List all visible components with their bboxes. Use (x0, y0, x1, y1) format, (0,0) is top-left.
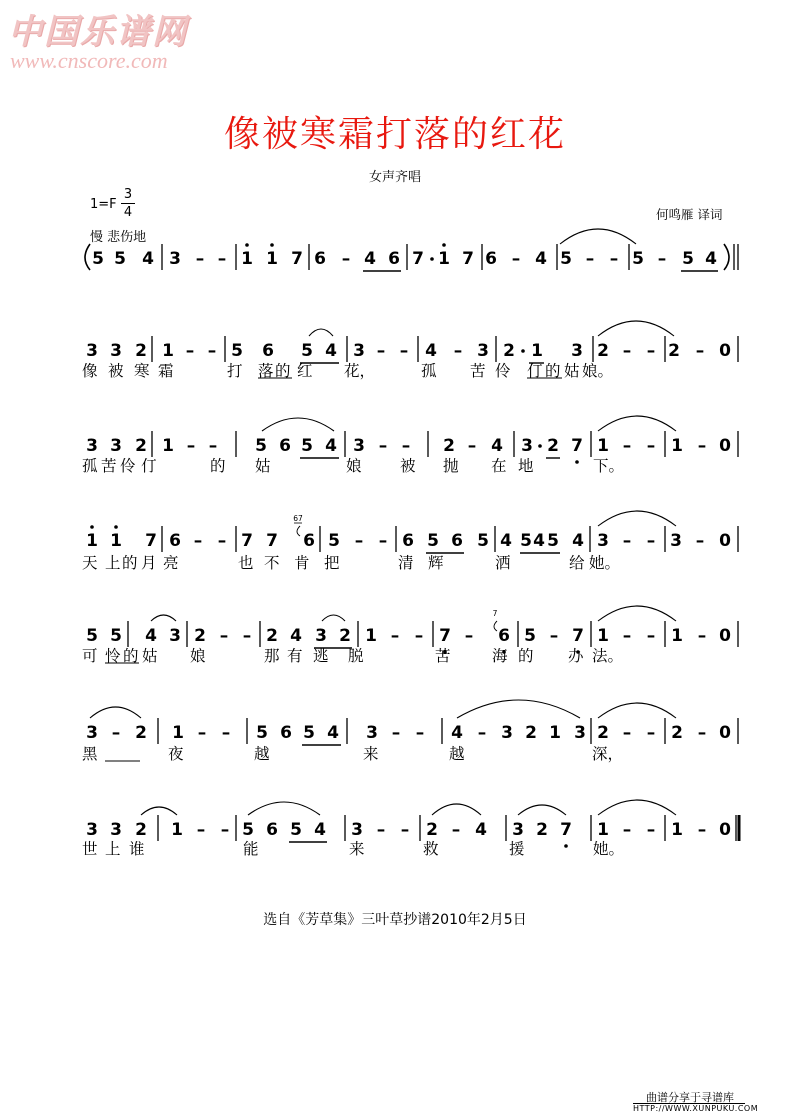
note: 3 (86, 341, 98, 361)
lyric-char: 地 (518, 457, 534, 475)
note: 2 (443, 436, 455, 456)
note: 3 (351, 820, 363, 840)
note: 1 (162, 436, 174, 456)
note: 6 (303, 531, 315, 551)
note: – (609, 249, 619, 269)
lyric-char: 娘 (346, 457, 362, 475)
note: 6 (280, 723, 292, 743)
note: 1 (241, 249, 253, 269)
note: 5 (114, 249, 126, 269)
note: – (622, 626, 632, 646)
note: 6 (498, 626, 510, 646)
lyric-char: 肯 (294, 554, 310, 572)
lyric-char: 越 (254, 745, 270, 763)
lyric-char: 她。 (593, 840, 625, 858)
note: 3 (571, 341, 583, 361)
note: – (354, 531, 364, 551)
note: 1 (597, 626, 609, 646)
lyric-char: 的 (123, 647, 139, 665)
note: 7 (462, 249, 474, 269)
note: – (391, 723, 401, 743)
note: 3 (353, 436, 365, 456)
note: 1 (365, 626, 377, 646)
note: 4 (290, 626, 302, 646)
note: 2 (536, 820, 548, 840)
note: 5 (242, 820, 254, 840)
note: 0 (719, 531, 731, 551)
note: 2 (671, 723, 683, 743)
lyric-char: 谁 (129, 840, 145, 858)
note: – (414, 626, 424, 646)
lyric-char: 怜 (105, 647, 121, 665)
note: 5 (520, 531, 532, 551)
note: – (622, 723, 632, 743)
note: – (697, 436, 707, 456)
note: 3 (86, 436, 98, 456)
note: 3 (86, 820, 98, 840)
note: – (217, 531, 227, 551)
note: – (376, 820, 386, 840)
note: 5 (110, 626, 122, 646)
lyric-char: 下。 (593, 457, 625, 475)
note: – (401, 436, 411, 456)
lyric-char: 逃 (313, 647, 329, 665)
note: – (622, 436, 632, 456)
lyric-char: 黑 (82, 745, 98, 763)
lyric-char: 脱 (348, 647, 364, 665)
note: – (622, 531, 632, 551)
lyric-char: 月 (141, 554, 157, 572)
note: 3 (477, 341, 489, 361)
note: – (622, 341, 632, 361)
note: 0 (719, 820, 731, 840)
note: 4 (325, 341, 337, 361)
note: 4 (535, 249, 547, 269)
song-subtitle: 女声齐唱 (368, 170, 421, 185)
tempo-marking: 慢 悲伤地 (90, 230, 147, 245)
note: 5 (256, 723, 268, 743)
note: 7 (571, 436, 583, 456)
footer-url: HTTP://WWW.XUNPUKU.COM (633, 1104, 759, 1113)
note: 5 (547, 531, 559, 551)
note: 5 (301, 341, 313, 361)
note: 5 (477, 531, 489, 551)
note: – (186, 436, 196, 456)
note: 3 (315, 626, 327, 646)
lyric-char: 越 (449, 745, 465, 763)
lyric-char: 的 (545, 362, 561, 380)
lyricist-credit: 何鸣雁 译词 (656, 207, 723, 222)
lyric-char: 打 (227, 362, 243, 380)
note: 0 (719, 341, 731, 361)
note: – (695, 341, 705, 361)
lyric-char: 姑 (564, 362, 580, 380)
footer-share-text: 曲谱分享于寻谱库 (646, 1091, 734, 1104)
lyric-char: 来 (363, 745, 379, 763)
note: 1 (671, 626, 683, 646)
lyric-char: 红 (297, 362, 313, 380)
lyric-char: 霜 (158, 362, 174, 380)
lyric-char: 伶 (495, 362, 511, 380)
watermark-site-url: www.cnscore.com (10, 48, 168, 73)
note: 3 (169, 249, 181, 269)
lyric-char: 亮 (163, 554, 179, 572)
note: – (467, 436, 477, 456)
note: 1 (671, 820, 683, 840)
lyric-char: 洒 (495, 554, 511, 572)
note: 4 (327, 723, 339, 743)
note: 2 (426, 820, 438, 840)
note: 2 (135, 436, 147, 456)
lyric-char: 伶 (120, 457, 136, 475)
note: 1 (597, 820, 609, 840)
note: 1 (671, 436, 683, 456)
note: 3 (521, 436, 533, 456)
note: 5 (524, 626, 536, 646)
note: – (220, 820, 230, 840)
note: 5 (86, 626, 98, 646)
note: 1 (162, 341, 174, 361)
note: 5 (231, 341, 243, 361)
note: – (111, 723, 121, 743)
lyric-char: 世 (82, 840, 98, 858)
note: – (242, 626, 252, 646)
note: 3 (110, 820, 122, 840)
note: – (193, 531, 203, 551)
note: 1 (549, 723, 561, 743)
note: – (378, 436, 388, 456)
note: 7 (241, 531, 253, 551)
note: 4 (142, 249, 154, 269)
note: 3 (574, 723, 586, 743)
note: 4 (705, 249, 717, 269)
note: – (197, 723, 207, 743)
note: 4 (475, 820, 487, 840)
note: – (219, 626, 229, 646)
note: 5 (632, 249, 644, 269)
note: – (195, 249, 205, 269)
note: – (511, 249, 521, 269)
lyric-char: 像 (82, 362, 98, 380)
note: – (464, 626, 474, 646)
lyric-char: 来 (349, 840, 365, 858)
lyric-char: 姑 (142, 647, 158, 665)
note: 5 (303, 723, 315, 743)
note: 6 (169, 531, 181, 551)
lyric-char: 仃 (141, 457, 157, 475)
note: – (585, 249, 595, 269)
note: 7 (560, 820, 572, 840)
note: 3 (110, 436, 122, 456)
lyric-char: 娘。 (582, 362, 614, 380)
note: 2 (135, 820, 147, 840)
note: 4 (491, 436, 503, 456)
note: 1 (597, 436, 609, 456)
note: – (697, 723, 707, 743)
note: 3 (597, 531, 609, 551)
note: – (646, 820, 656, 840)
note: – (399, 341, 409, 361)
note: 0 (719, 436, 731, 456)
song-title: 像被寒霜打落的红花 (223, 114, 566, 155)
time-signature-top: 3 (123, 187, 133, 202)
note: 4 (500, 531, 512, 551)
lyric-char: 落 (258, 362, 274, 380)
lyric-char: 孤 (421, 362, 437, 380)
note: 6 (388, 249, 400, 269)
note: – (208, 436, 218, 456)
note: 2 (503, 341, 515, 361)
note: 5 (427, 531, 439, 551)
note: 1 (531, 341, 543, 361)
note: 6 (279, 436, 291, 456)
lyric-char: 不 (264, 554, 280, 572)
note: – (341, 249, 351, 269)
note: 1 (110, 531, 122, 551)
note: – (217, 249, 227, 269)
lyric-char: 那 (264, 647, 280, 665)
note: 1 (86, 531, 98, 551)
note: 2 (525, 723, 537, 743)
note: 4 (533, 531, 545, 551)
note: – (657, 249, 667, 269)
note: 1 (172, 723, 184, 743)
note: – (646, 436, 656, 456)
note: 3 (169, 626, 181, 646)
lyric-char: 寒 (134, 362, 150, 380)
note: 3 (353, 341, 365, 361)
note: 3 (512, 820, 524, 840)
lyric-char: 的 (122, 554, 138, 572)
lyric-char: 天 (82, 554, 98, 572)
note: 0 (719, 723, 731, 743)
note: – (646, 531, 656, 551)
note: 4 (325, 436, 337, 456)
note: – (622, 820, 632, 840)
lyric-char: 援 (509, 840, 525, 858)
lyric-char: 救 (423, 840, 439, 858)
note: 3 (110, 341, 122, 361)
lyric-char: 法。 (592, 647, 624, 665)
note: – (415, 723, 425, 743)
note: – (221, 723, 231, 743)
note: 6 (262, 341, 274, 361)
note: 5 (290, 820, 302, 840)
note: – (477, 723, 487, 743)
lyric-char: 上 (105, 554, 121, 572)
note: 5 (328, 531, 340, 551)
lyric-char: 清 (398, 554, 414, 572)
note: – (697, 820, 707, 840)
note: – (400, 820, 410, 840)
note: 6 (451, 531, 463, 551)
note: 7 (266, 531, 278, 551)
note: 2 (339, 626, 351, 646)
note: 4 (314, 820, 326, 840)
note: – (646, 723, 656, 743)
lyric-char: 苦 (470, 362, 486, 380)
note: 2 (135, 341, 147, 361)
note: 5 (560, 249, 572, 269)
lyric-char: 被 (400, 457, 416, 475)
lyric-char: 可 (82, 647, 98, 665)
lyric-char: 抛 (443, 457, 459, 475)
note: 6 (314, 249, 326, 269)
note: 2 (266, 626, 278, 646)
note: 3 (670, 531, 682, 551)
lyric-char: 在 (491, 457, 507, 475)
note: 4 (425, 341, 437, 361)
lyric-char: 娘 (190, 647, 206, 665)
note: 2 (597, 723, 609, 743)
note: 5 (255, 436, 267, 456)
note: – (196, 820, 206, 840)
lyric-char: 苦 (435, 647, 451, 665)
lyric-char: 辉 (428, 554, 444, 572)
note: 5 (301, 436, 313, 456)
lyric-char: 姑 (255, 457, 271, 475)
note: – (646, 626, 656, 646)
note: – (390, 626, 400, 646)
watermark-site-name: 中国乐谱网 (8, 12, 188, 52)
lyric-char: 夜 (168, 745, 184, 763)
lyric-char: 的 (518, 647, 534, 665)
lyric-char: 办 (568, 647, 584, 665)
note: 2 (135, 723, 147, 743)
lyric-char: 上 (105, 840, 121, 858)
note: 7 (291, 249, 303, 269)
note: 3 (86, 723, 98, 743)
lyric-char: 也 (238, 554, 254, 572)
note: – (646, 341, 656, 361)
lyric-char: 花， (344, 362, 376, 380)
note: 4 (572, 531, 584, 551)
lyric-char: 仃 (527, 362, 543, 380)
lyric-char: 的 (275, 362, 291, 380)
lyric-char: 把 (324, 554, 340, 572)
source-note: 选自《芳草集》三叶草抄谱2010年2月5日 (263, 912, 527, 928)
note: 2 (194, 626, 206, 646)
grace-note: 7 (492, 609, 498, 618)
grace-notes: 67 (293, 514, 303, 523)
note: 0 (719, 626, 731, 646)
lyric-char: 的 (210, 457, 226, 475)
note: 2 (547, 436, 559, 456)
lyric-char: 有 (287, 647, 303, 665)
note: – (376, 341, 386, 361)
note: – (697, 626, 707, 646)
note: 7 (412, 249, 424, 269)
note: 2 (597, 341, 609, 361)
lyric-char: 孤 (82, 457, 98, 475)
note: 4 (451, 723, 463, 743)
lyric-char: 能 (243, 840, 259, 858)
time-signature-bottom: 4 (121, 203, 135, 221)
lyric-char: 她。 (589, 554, 621, 572)
lyric-char: 给 (569, 554, 585, 572)
note: 6 (266, 820, 278, 840)
note: – (378, 531, 388, 551)
lyric-char: 海 (492, 647, 508, 665)
note: 6 (402, 531, 414, 551)
note: – (207, 341, 217, 361)
note: 1 (266, 249, 278, 269)
lyric-char: 深， (592, 745, 624, 763)
note: – (453, 341, 463, 361)
note: 2 (668, 341, 680, 361)
note: 7 (145, 531, 157, 551)
lyric-char: 被 (108, 362, 124, 380)
note: – (695, 531, 705, 551)
key-signature: 1=F (90, 197, 117, 212)
note: 1 (438, 249, 450, 269)
note: 4 (364, 249, 376, 269)
note: 1 (171, 820, 183, 840)
lyric-char: 苦 (101, 457, 117, 475)
note: 3 (501, 723, 513, 743)
note: 5 (682, 249, 694, 269)
note: – (451, 820, 461, 840)
note: 4 (145, 626, 157, 646)
note: 7 (572, 626, 584, 646)
note: – (185, 341, 195, 361)
note: 3 (366, 723, 378, 743)
note: 5 (92, 249, 104, 269)
note: 6 (485, 249, 497, 269)
note: 7 (439, 626, 451, 646)
note: – (549, 626, 559, 646)
